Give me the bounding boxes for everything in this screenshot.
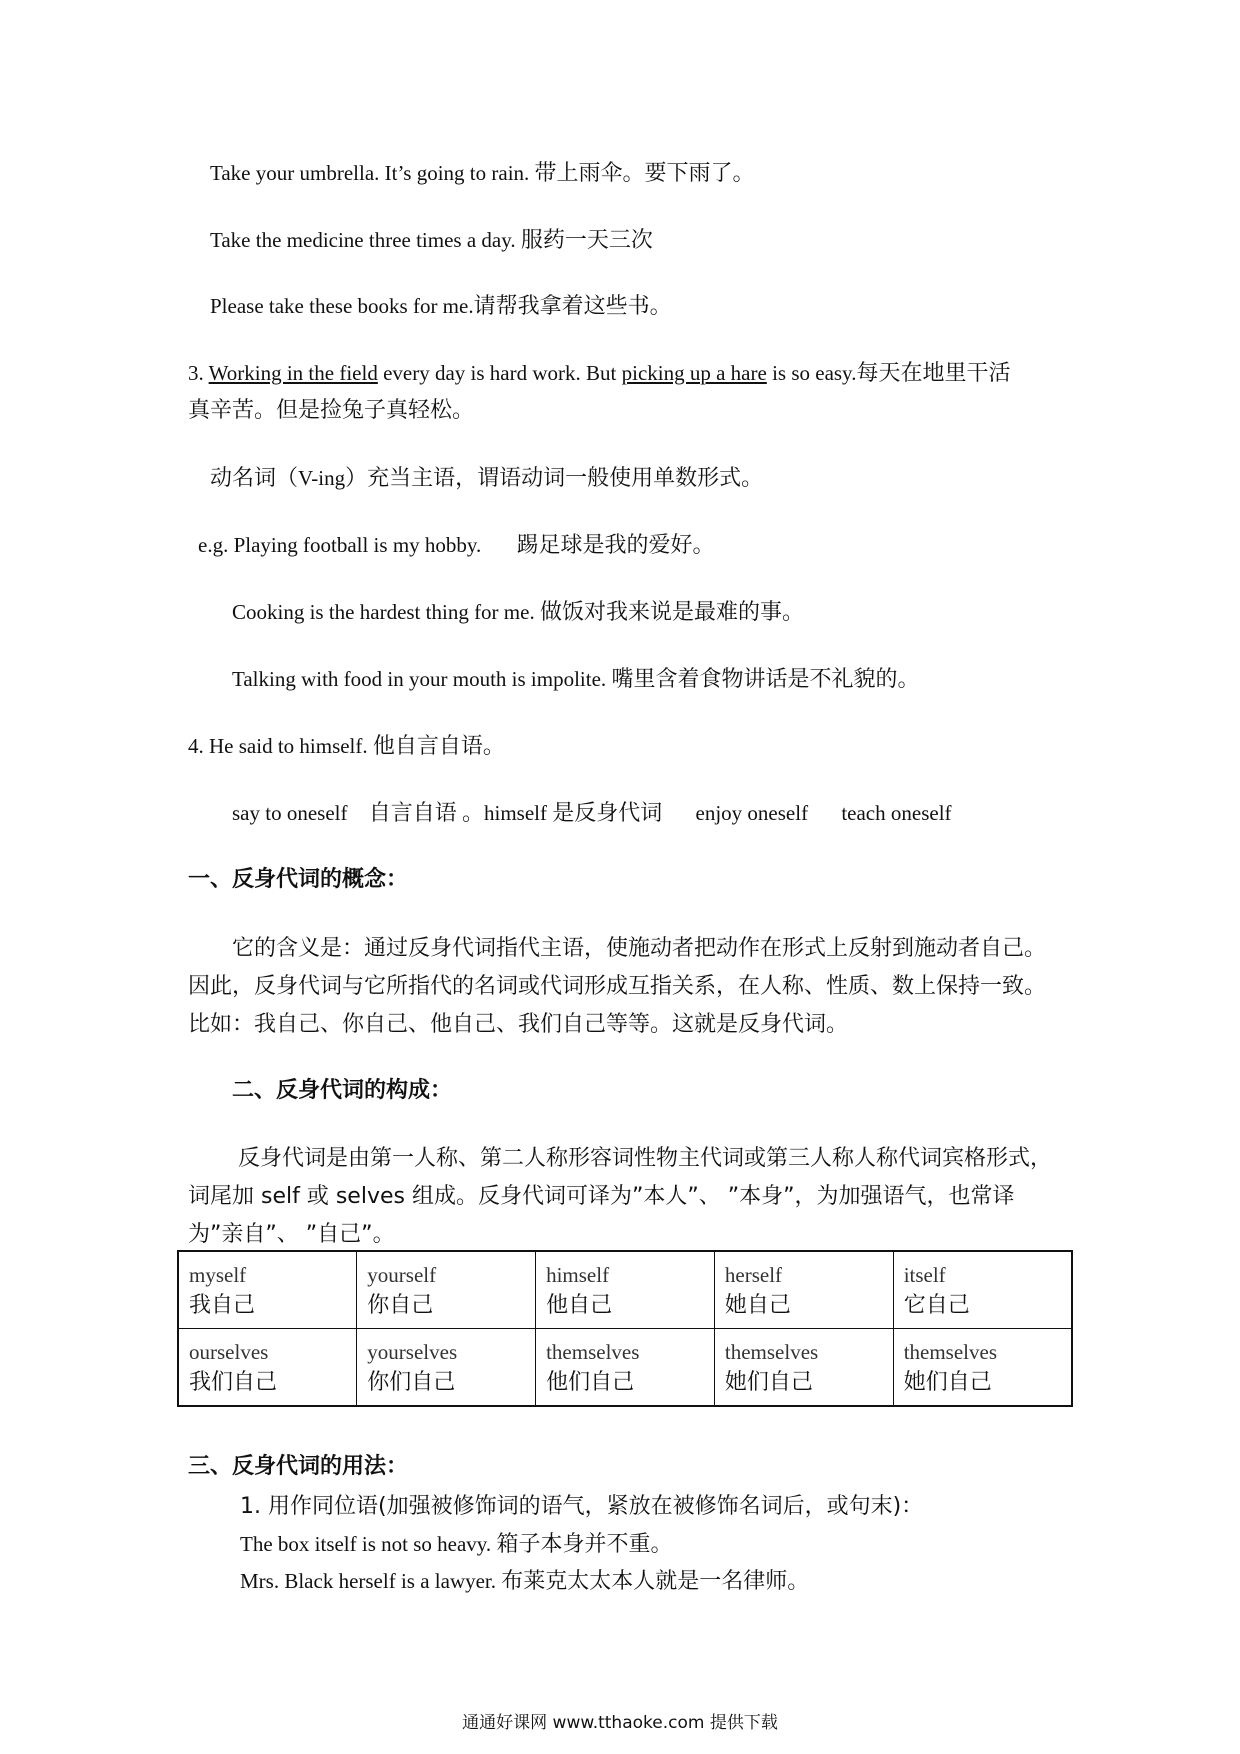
example-chinese: 带上雨伞。要下雨了。 bbox=[534, 161, 755, 186]
phrase-chinese: 是反身代词 bbox=[552, 801, 663, 826]
table-cell bbox=[536, 1329, 715, 1407]
example-line bbox=[198, 530, 715, 561]
table-cell bbox=[714, 1251, 893, 1329]
pronoun-chinese: 你们自己 bbox=[367, 1370, 456, 1395]
example-line bbox=[232, 664, 919, 695]
example-line bbox=[210, 158, 755, 189]
example-chinese: 做饭对我来说是最难的事。 bbox=[539, 600, 804, 625]
example-chinese: 布莱克太太本人就是一名律师。 bbox=[501, 1569, 810, 1594]
example-line bbox=[210, 291, 672, 322]
table-cell bbox=[178, 1329, 357, 1407]
example-chinese: 请帮我拿着这些书。 bbox=[473, 294, 672, 319]
note-text: ）充当主语，谓语动词一般使用单数形式。 bbox=[345, 466, 764, 491]
pronoun-english: ourselves bbox=[189, 1340, 269, 1364]
pronoun-english: herself bbox=[724, 1263, 783, 1287]
page-footer: 通通好课网 www.tthaoke.com 提供下载 bbox=[462, 1713, 778, 1733]
pronoun-chinese: 他们自己 bbox=[546, 1370, 635, 1395]
section-3-heading: 三、反身代词的用法： bbox=[188, 1454, 409, 1479]
item-3-translation: 真辛苦。但是捡兔子真轻松。 bbox=[188, 398, 475, 423]
pronoun-english: yourself bbox=[367, 1263, 437, 1287]
pronoun-chinese: 它自己 bbox=[903, 1293, 970, 1318]
usage-example bbox=[240, 1566, 809, 1597]
table-cell bbox=[536, 1251, 715, 1329]
section-2-body: 反身代词是由第一人称、第二人称形容词性物主代词或第三人称人称代词宾格形式，词尾加 self 或 selves 组成。反身代词可译为”本人”、 ”本身”，为加强语气，也常译为”亲自”、 ”自己”。 bbox=[188, 1146, 1053, 1247]
table-cell bbox=[178, 1251, 357, 1329]
table-cell bbox=[893, 1329, 1072, 1407]
punctuation: 。 bbox=[462, 801, 485, 826]
item-number: 3. bbox=[188, 361, 204, 385]
example-chinese: 踢足球是我的爱好。 bbox=[516, 533, 715, 558]
phrase: himself bbox=[484, 801, 548, 825]
phrase: teach oneself bbox=[841, 801, 952, 825]
pronoun-english: yourselves bbox=[367, 1340, 458, 1364]
example-chinese: 服药一天三次 bbox=[520, 228, 653, 253]
underlined-phrase: picking up a hare bbox=[621, 361, 767, 385]
example-english: Take the medicine three times a day. bbox=[210, 228, 516, 252]
section-1-body: 它的含义是：通过反身代词指代主语，使施动者把动作在形式上反射到施动者自己。因此，反身代词与它所指代的名词或代词形成互指关系，在人称、性质、数上保持一致。比如：我自己、你自己、他自己、我们自己等等。这就是反身代词。 bbox=[188, 936, 1047, 1037]
phrase: enjoy oneself bbox=[695, 801, 809, 825]
section-2-heading: 二、反身代词的构成： bbox=[232, 1078, 453, 1103]
pronoun-chinese: 你自己 bbox=[367, 1293, 434, 1318]
table-cell bbox=[714, 1329, 893, 1407]
table-row bbox=[178, 1329, 1072, 1407]
example-chinese: 箱子本身并不重。 bbox=[496, 1532, 673, 1557]
pronoun-chinese: 我自己 bbox=[189, 1293, 256, 1318]
pronoun-english: himself bbox=[546, 1263, 610, 1287]
sentence-chinese: 每天在地里干活 bbox=[856, 361, 1011, 386]
note-term: V-ing bbox=[298, 466, 346, 490]
section-1-heading: 一、反身代词的概念： bbox=[188, 867, 409, 892]
grammar-note bbox=[210, 463, 763, 494]
example-english: The box itself is not so heavy. bbox=[240, 1532, 492, 1556]
phrase-chinese: 自言自语 bbox=[368, 801, 457, 826]
example-chinese: 嘴里含着食物讲话是不礼貌的。 bbox=[611, 667, 920, 692]
table-row bbox=[178, 1251, 1072, 1329]
phrase-list bbox=[232, 798, 952, 829]
note-text: 动名词（ bbox=[210, 466, 299, 491]
underlined-phrase: Working in the field bbox=[208, 361, 378, 385]
sentence-text: is so easy. bbox=[772, 361, 857, 385]
reflexive-pronoun-table bbox=[177, 1250, 1073, 1407]
pronoun-chinese: 我们自己 bbox=[189, 1370, 278, 1395]
pronoun-chinese: 她们自己 bbox=[724, 1370, 813, 1395]
pronoun-chinese: 他自己 bbox=[546, 1293, 613, 1318]
example-english: e.g. Playing football is my hobby. bbox=[198, 533, 482, 557]
phrase: say to oneself bbox=[232, 801, 348, 825]
pronoun-english: themselves bbox=[724, 1340, 819, 1364]
example-line bbox=[232, 597, 804, 628]
example-english: Please take these books for me. bbox=[210, 294, 474, 318]
sentence-chinese: 他自言自语。 bbox=[372, 734, 505, 759]
example-line bbox=[210, 225, 653, 256]
table-cell bbox=[357, 1251, 536, 1329]
usage-item-1: 1. 用作同位语(加强被修饰词的语气，紧放在被修饰名词后，或句末)： bbox=[240, 1494, 924, 1519]
pronoun-english: themselves bbox=[546, 1340, 640, 1364]
pronoun-english: themselves bbox=[903, 1340, 997, 1364]
item-3-line bbox=[188, 358, 1010, 389]
table-cell bbox=[893, 1251, 1072, 1329]
sentence-text: every day is hard work. But bbox=[383, 361, 617, 385]
pronoun-english: myself bbox=[189, 1263, 247, 1287]
example-english: Cooking is the hardest thing for me. bbox=[232, 600, 535, 624]
example-english: Take your umbrella. It’s going to rain. bbox=[210, 161, 530, 185]
pronoun-chinese: 她自己 bbox=[724, 1293, 791, 1318]
item-4-line bbox=[188, 731, 505, 762]
example-english: Talking with food in your mouth is impolite. bbox=[232, 667, 607, 691]
usage-example bbox=[240, 1529, 672, 1560]
table-cell bbox=[357, 1329, 536, 1407]
pronoun-english: itself bbox=[903, 1263, 946, 1287]
example-english: Mrs. Black herself is a lawyer. bbox=[240, 1569, 497, 1593]
pronoun-chinese: 她们自己 bbox=[903, 1370, 992, 1395]
sentence-text: 4. He said to himself. bbox=[188, 734, 368, 758]
